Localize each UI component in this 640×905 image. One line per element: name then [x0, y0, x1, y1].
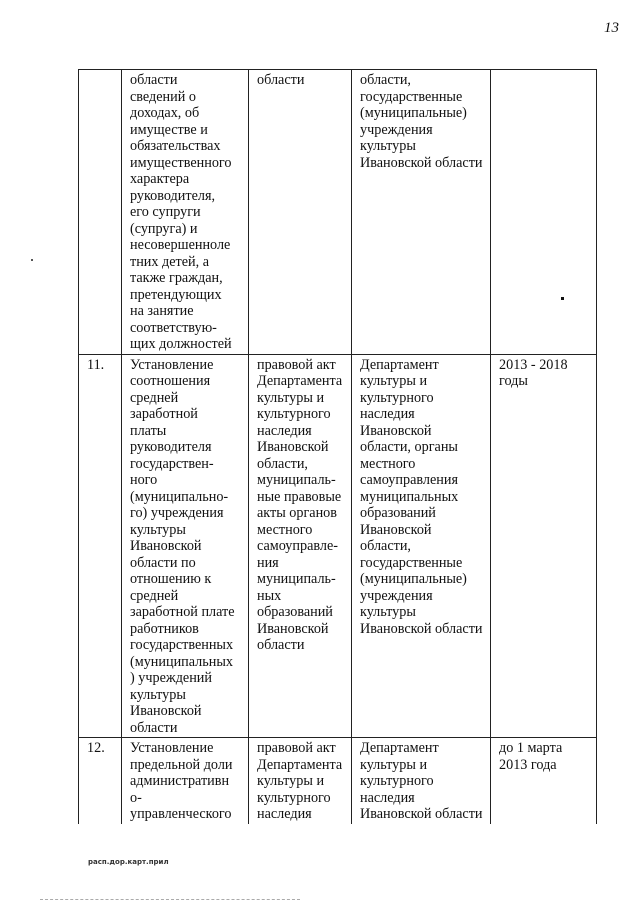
cell-number — [79, 70, 122, 355]
cell-line: области — [130, 72, 178, 88]
cell-line: наследия — [360, 789, 415, 806]
cell-line: Ивановской области — [360, 154, 483, 171]
cell-line: наследия — [257, 422, 312, 439]
cell-line: культуры и — [360, 756, 428, 773]
cell-line: средней — [130, 587, 179, 604]
cell-line: средней — [130, 389, 179, 406]
cell-number: 11. — [79, 354, 122, 738]
cell-line: культурного — [360, 773, 434, 789]
cell-line: образований — [257, 604, 333, 620]
cell-line: предельной доли — [130, 756, 233, 773]
cell-line: государствен- — [130, 455, 214, 472]
cell-line: государственные — [360, 88, 463, 105]
cell-line: ного — [130, 472, 158, 488]
cell-line: также граждан, — [130, 270, 223, 286]
cell-line: культурного — [257, 406, 331, 422]
cell-line: государственные — [360, 554, 463, 571]
cell-line: его супруги — [130, 204, 201, 220]
cell-line: Ивановской области — [360, 806, 483, 822]
cell-line: имущественного — [130, 154, 232, 171]
cell-line: Департамент — [360, 356, 439, 373]
footer-filename: расп.дор.карт.прил — [88, 858, 169, 866]
cell-line: сведений о — [130, 88, 196, 105]
page-number: 13 — [604, 20, 619, 36]
cell-line: ные правовые — [257, 488, 342, 505]
cell-line: до 1 марта — [499, 740, 563, 756]
cell-action — [122, 70, 249, 355]
cell-line: местного — [257, 521, 313, 538]
cell-line: области, — [360, 538, 411, 554]
cell-executor — [352, 354, 491, 738]
cell-line: Ивановской — [360, 521, 432, 538]
cell-line: соотношения — [130, 373, 211, 389]
cell-number: 12. — [79, 738, 122, 824]
cell-line: (муниципальных — [130, 653, 233, 670]
cell-executor — [352, 738, 491, 824]
measures-table — [78, 69, 597, 824]
cell-line: щих должностей — [130, 336, 232, 352]
cell-line: области — [130, 719, 178, 736]
cell-line: учреждения — [360, 587, 433, 604]
cell-line: Ивановской — [257, 620, 329, 637]
cell-line: Департамента — [257, 373, 343, 389]
cell-line: (муниципальные) — [360, 571, 467, 587]
cell-line: культуры — [360, 138, 416, 154]
cell-line: (муниципально- — [130, 488, 229, 505]
cell-term — [491, 738, 597, 824]
cell-line: руководителя, — [130, 187, 216, 204]
cell-line: области, — [257, 455, 308, 472]
cell-line: Ивановской — [130, 538, 202, 554]
cell-line: культуры и — [257, 773, 325, 789]
cell-line: области — [257, 72, 305, 88]
cell-line: правовой акт — [257, 740, 336, 756]
cell-line: руководителя — [130, 439, 212, 455]
cell-line: го) учреждения — [130, 505, 224, 521]
scan-speck — [31, 259, 33, 261]
cell-action — [122, 738, 249, 824]
cell-document — [249, 70, 352, 355]
cell-line: 2013 года — [499, 756, 557, 773]
cell-line: Установление — [130, 740, 214, 756]
cell-line: годы — [499, 373, 528, 389]
cell-line: доходах, об — [130, 105, 200, 121]
cell-line: ния — [257, 554, 279, 571]
cell-line: культурного — [257, 789, 331, 806]
scan-speck — [561, 297, 564, 300]
cell-line: области по — [130, 554, 196, 571]
cell-line: культуры — [130, 686, 186, 703]
cell-line: заработной — [130, 406, 198, 422]
cell-line: Установление — [130, 356, 214, 373]
cell-line: учреждения — [360, 121, 433, 138]
cell-line: на занятие — [130, 303, 194, 319]
cell-line: самоуправления — [360, 472, 458, 488]
cell-line: отношению к — [130, 571, 212, 587]
cell-line: Департамента — [257, 756, 343, 773]
cell-line: акты органов — [257, 505, 337, 521]
cell-line: характера — [130, 171, 190, 187]
cell-line: Ивановской — [360, 422, 432, 439]
cell-line: ных — [257, 587, 282, 604]
cell-line: культуры и — [257, 389, 325, 406]
cell-line: 2013 - 2018 — [499, 356, 568, 373]
cell-line: культурного — [360, 389, 434, 406]
cell-document — [249, 354, 352, 738]
cell-line: несовершенноле — [130, 237, 231, 253]
cell-line: административн — [130, 773, 230, 789]
cell-document — [249, 738, 352, 824]
cell-line: области, — [360, 72, 411, 88]
cell-line: муниципаль- — [257, 571, 336, 587]
cell-line: муниципальных — [360, 488, 459, 505]
cell-line: тних детей, а — [130, 253, 210, 270]
cell-line: культуры и — [360, 373, 428, 389]
cell-line: Ивановской — [130, 703, 202, 719]
cell-line: о- — [130, 789, 142, 806]
cell-line: претендующих — [130, 286, 222, 303]
cell-line: муниципаль- — [257, 472, 336, 488]
table-row — [79, 738, 597, 824]
cell-line: Департамент — [360, 740, 439, 756]
cell-line: заработной плате — [130, 604, 235, 620]
cell-term — [491, 354, 597, 738]
cell-line: местного — [360, 455, 416, 472]
cell-line: образований — [360, 505, 436, 521]
cell-term — [491, 70, 597, 355]
cell-line: платы — [130, 422, 167, 439]
cell-line: области — [257, 637, 305, 653]
cell-line: (супруга) и — [130, 220, 198, 237]
cell-line: работников — [130, 620, 199, 637]
cell-executor — [352, 70, 491, 355]
cell-line: Ивановской области — [360, 620, 483, 637]
table-row — [79, 354, 597, 738]
cell-line: наследия — [257, 806, 312, 822]
cell-line: государственных — [130, 637, 234, 653]
cell-line: Ивановской — [257, 439, 329, 455]
cell-line: ) учреждений — [130, 670, 212, 686]
cell-action — [122, 354, 249, 738]
table-row — [79, 70, 597, 355]
cell-line: соответствую- — [130, 319, 217, 336]
cell-line: культуры — [360, 604, 416, 620]
cell-line: культуры — [130, 521, 186, 538]
cell-line: правовой акт — [257, 356, 336, 373]
cell-line: области, органы — [360, 439, 458, 455]
cell-line: обязательствах — [130, 138, 221, 154]
cell-line: наследия — [360, 406, 415, 422]
scan-edge-line — [40, 899, 300, 900]
cell-line: управленческого — [130, 806, 232, 822]
cell-line: имуществе и — [130, 121, 208, 138]
cell-line: (муниципальные) — [360, 105, 467, 121]
cell-line: самоуправле- — [257, 538, 338, 554]
